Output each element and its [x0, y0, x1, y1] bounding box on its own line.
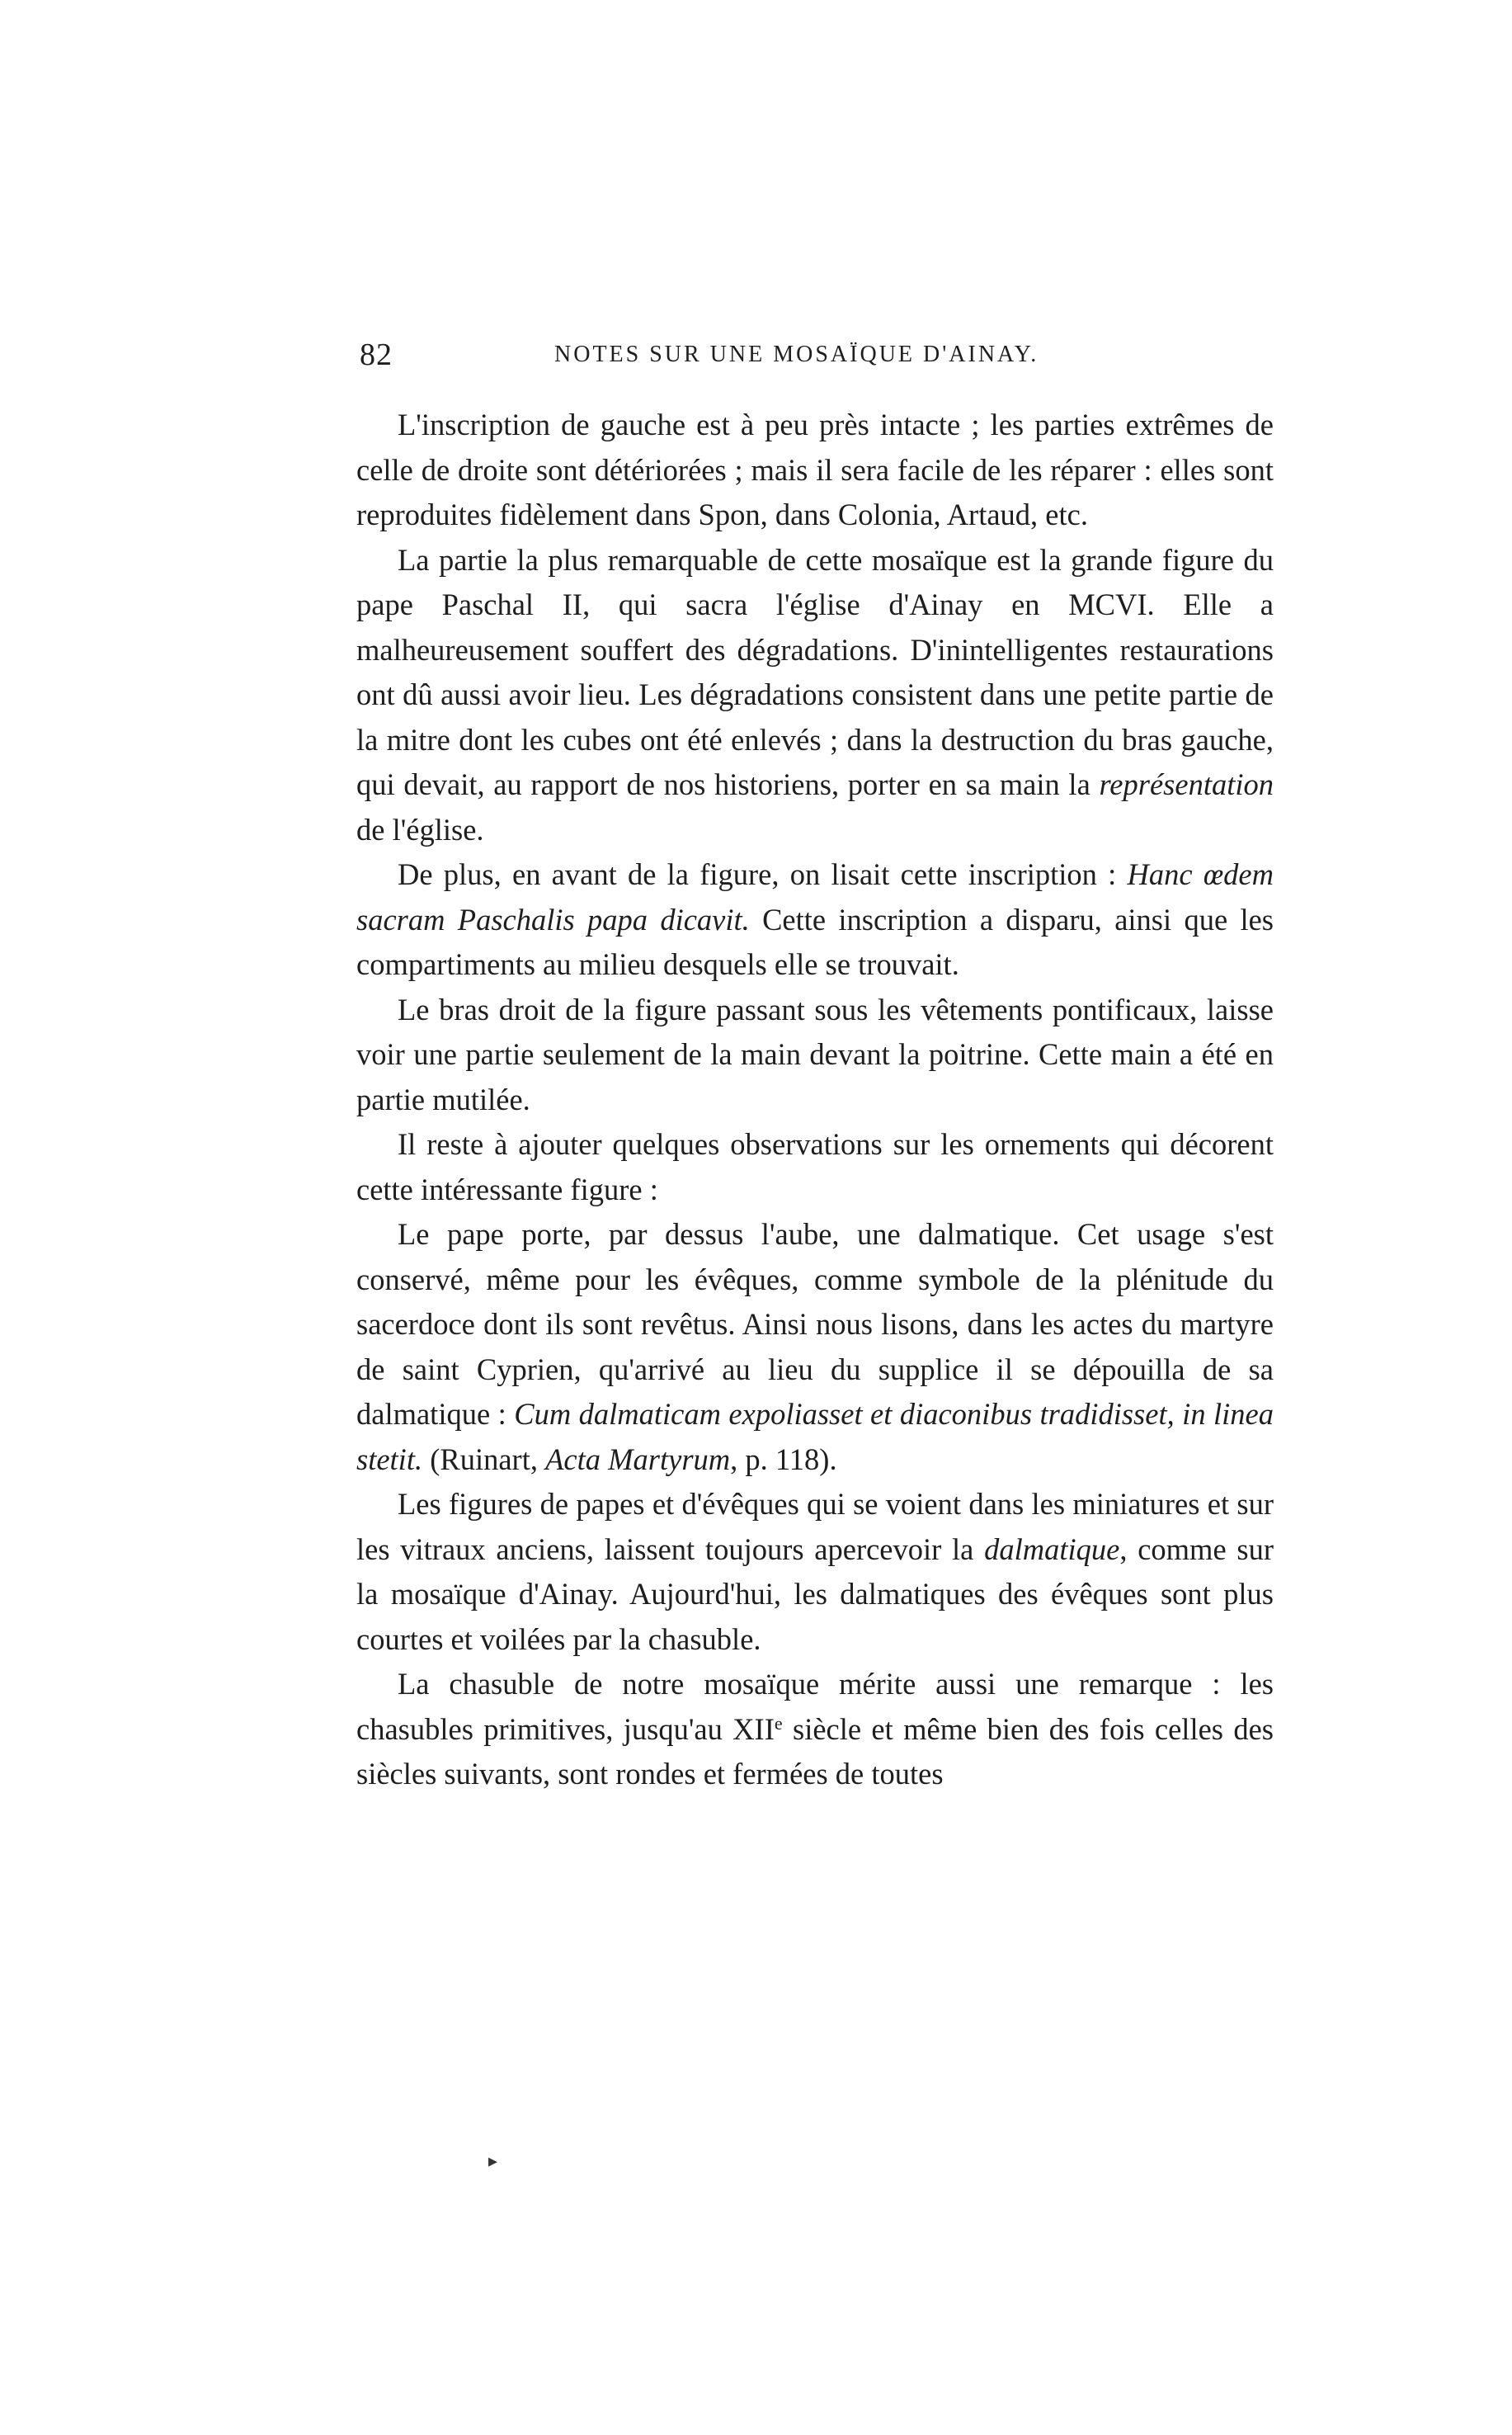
running-title: NOTES SUR UNE MOSAÏQUE D'AINAY.: [554, 342, 1039, 367]
paragraph-7: [356, 1482, 1274, 1662]
paragraph-4-text: Le bras droit de la figure passant sous les vêtements pontificaux, laisse voir une partie seulement de la main devant la poitrine. Cette main a été en partie mutilée.: [356, 992, 1274, 1116]
paragraph-7-end: , comme sur la mosaïque d'Ainay. Aujourd'hui, les dalmatiques des évêques sont plus courtes et voilées par la chasuble.: [356, 1531, 1274, 1656]
paragraph-3-end: Cette inscription a disparu, ainsi que les compartiments au milieu desquels elle se trouvait.: [356, 902, 1274, 981]
paragraph-2-italic: représentation: [1099, 767, 1274, 801]
paragraph-6-end: , p. 118).: [730, 1442, 837, 1476]
printer-mark-icon: ▸: [488, 2150, 498, 2171]
paragraph-2: [356, 538, 1274, 853]
running-header: [360, 337, 1275, 373]
paragraph-1: [356, 403, 1274, 538]
paragraph-3: [356, 852, 1274, 988]
body-text: [356, 403, 1274, 1797]
paragraph-3-inscription: Hanc œdem sacram Paschalis papa dicavit.: [356, 857, 1274, 937]
paragraph-8: [356, 1662, 1274, 1797]
paragraph-8-end: siècle et même bien des fois celles des siècles suivants, sont rondes et fermées de toutes: [356, 1711, 1274, 1791]
paragraph-6-latin-quote: Cum dalmaticam expoliasset et diaconibus tradidisset, in linea stetit.: [356, 1397, 1274, 1476]
paragraph-6: [356, 1212, 1274, 1482]
paragraph-5-text: Il reste à ajouter quelques observations sur les ornements qui décorent cette intéressante figure :: [356, 1127, 1274, 1206]
paragraph-6-citation: (Ruinart,: [430, 1442, 538, 1476]
paragraph-7-italic: dalmatique: [984, 1531, 1120, 1566]
paragraph-4: [356, 988, 1274, 1123]
paragraph-1-text: L'inscription de gauche est à peu près intacte ; les parties extrêmes de celle de droite sont détériorées ; mais il sera facile de les réparer : elles sont reproduites fidèlement dans Spon, dans Colonia, Artaud, etc.: [356, 408, 1274, 531]
century-superscript: e: [774, 1712, 783, 1734]
paragraph-6-source-title: Acta Martyrum: [545, 1442, 731, 1476]
paragraph-8-start: La chasuble de notre mosaïque mérite aussi une remarque : les chasubles primitives, jusqu'au XII: [356, 1667, 1274, 1746]
paragraph-7-start: Les figures de papes et d'évêques qui se voient dans les miniatures et sur les vitraux anciens, laissent toujours apercevoir la: [356, 1487, 1274, 1566]
page-number: 82: [360, 337, 393, 372]
paragraph-2-text: La partie la plus remarquable de cette mosaïque est la grande figure du pape Paschal II, qui sacra l'église d'Ainay en MCVI. Elle a malheureusement souffert des dégradations. D'inintelligentes restaurations ont dû aussi avoir lieu. Les dégradations consistent dans une petite partie de la mitre dont les cubes ont été enlevés ; dans la destruction du bras gauche, qui devait, au rapport de nos historiens, porter en sa main la: [356, 542, 1274, 801]
paragraph-3-start: De plus, en avant de la figure, on lisait cette inscription :: [398, 857, 1117, 891]
paragraph-6-start: Le pape porte, par dessus l'aube, une dalmatique. Cet usage s'est conservé, même pour les évêques, comme symbole de la plénitude du sacerdoce dont ils sont revêtus. Ainsi nous lisons, dans les actes du martyre de saint Cyprien, qu'arrivé au lieu du supplice il se dépouilla de sa dalmatique :: [356, 1217, 1274, 1431]
paragraph-5: [356, 1122, 1274, 1212]
paragraph-2-end: de l'église.: [356, 812, 484, 847]
